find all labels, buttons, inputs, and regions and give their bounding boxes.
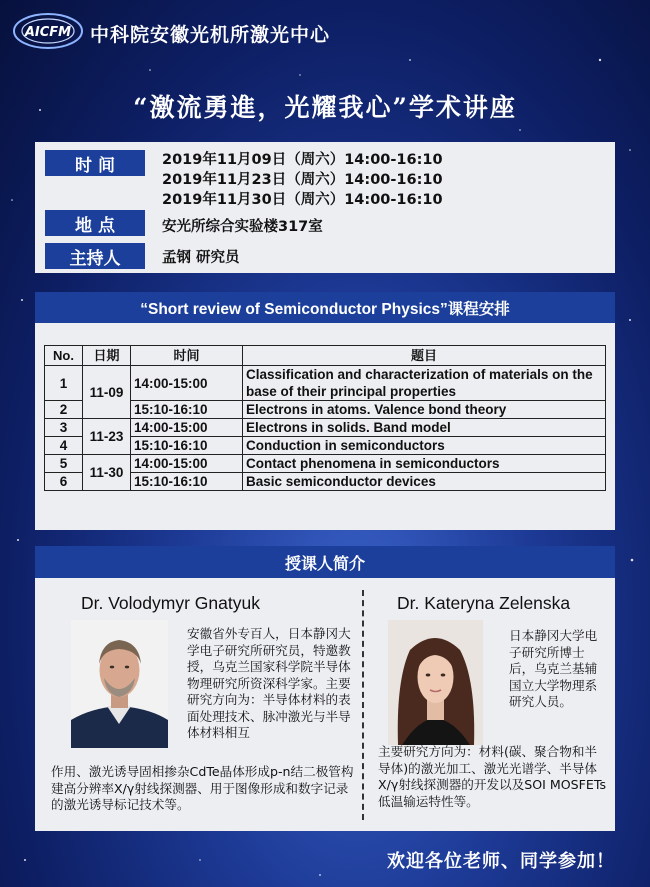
table-row (45, 419, 606, 437)
lecturer-name-gnatyuk: Dr. Volodymyr Gnatyuk (81, 593, 260, 613)
row-time: 15:10-16:10 (131, 401, 243, 419)
column-header-date: 日期 (83, 346, 131, 366)
row-topic: Electrons in atoms. Valence bond theory (243, 401, 606, 419)
lecturer-photo-zelenska (388, 620, 483, 745)
institute-logo (8, 6, 86, 56)
lecturer-bio-zelenska-continued: 主要研究方向为：材料(碳、聚合物和半导体)的激光加工、激光光谱学、半导体X/γ射线探测器的开发以及SOI MOSFETs低温输运特性等。 (378, 744, 607, 809)
time-line-2: 2019年11月23日（周六）14:00-16:10 (162, 172, 443, 188)
time-line-3: 2019年11月30日（周六）14:00-16:10 (162, 192, 443, 208)
lecturer-bio-gnatyuk-continued: 作用、激光诱导固相掺杂CdTe晶体形成p-n结二极管构建高分辨率X/γ射线探测器、用于图像形成和数字记录的激光诱导标记技术等。 (51, 764, 354, 812)
lecturer-bio-gnatyuk: 安徽省外专百人，日本静冈大学电子研究所研究员，特邀教授，乌克兰国家科学院半导体物理研究所资深科学家。主要研究方向为：半导体材料的表面处理技术、脉冲激光与半导体材料相互 (187, 626, 351, 740)
time-line-1: 2019年11月09日（周六）14:00-16:10 (162, 152, 443, 168)
column-header-topic: 题目 (243, 346, 606, 366)
row-no: 5 (45, 455, 83, 473)
lecturer-bio-zelenska: 日本静冈大学电子研究所博士后，乌克兰基辅国立大学物理系研究人员。 (509, 628, 598, 709)
row-no: 2 (45, 401, 83, 419)
row-topic: Basic semiconductor devices (243, 473, 606, 491)
row-time: 14:00-15:00 (131, 419, 243, 437)
row-topic: Electrons in solids. Band model (243, 419, 606, 437)
schedule-header-row (45, 346, 606, 366)
course-schedule-header: “Short review of Semiconductor Physics”课程安排 (35, 292, 615, 323)
row-no: 3 (45, 419, 83, 437)
column-header-time: 时间 (131, 346, 243, 366)
lecture-series-title: “激流勇進，光耀我心”学术讲座 (133, 93, 517, 122)
table-row (45, 455, 606, 473)
time-label: 时 间 (45, 150, 145, 176)
table-row (45, 366, 606, 401)
lecturer-divider (362, 590, 364, 820)
row-time: 15:10-16:10 (131, 473, 243, 491)
row-no: 6 (45, 473, 83, 491)
row-date: 11-09 (83, 366, 131, 419)
row-topic: Classification and characterization of materials on the base of their principal properties (243, 366, 606, 401)
row-no: 4 (45, 437, 83, 455)
org-title: 中科院安徽光机所激光中心 (90, 24, 331, 46)
host-value: 孟钢 研究员 (162, 250, 240, 266)
lecture-info-panel (35, 142, 615, 273)
place-label: 地 点 (45, 210, 145, 236)
logo-text: AICFM (24, 25, 72, 40)
row-date: 11-23 (83, 419, 131, 455)
row-topic: Conduction in semiconductors (243, 437, 606, 455)
row-time: 14:00-15:00 (131, 455, 243, 473)
row-no: 1 (45, 366, 83, 401)
host-label: 主持人 (45, 243, 145, 269)
row-time: 15:10-16:10 (131, 437, 243, 455)
row-date: 11-30 (83, 455, 131, 491)
lecturer-photo-gnatyuk (71, 620, 168, 748)
row-time: 14:00-15:00 (131, 366, 243, 401)
schedule-table (44, 345, 606, 491)
course-schedule-panel (35, 292, 615, 530)
place-value: 安光所综合实验楼317室 (162, 219, 323, 235)
lecturers-panel (35, 546, 615, 831)
lecturers-header: 授课人简介 (35, 546, 615, 578)
row-topic: Contact phenomena in semiconductors (243, 455, 606, 473)
column-header-no: No. (45, 346, 83, 366)
lecturer-name-zelenska: Dr. Kateryna Zelenska (397, 593, 571, 613)
welcome-message: 欢迎各位老师、同学参加！ (387, 851, 615, 872)
